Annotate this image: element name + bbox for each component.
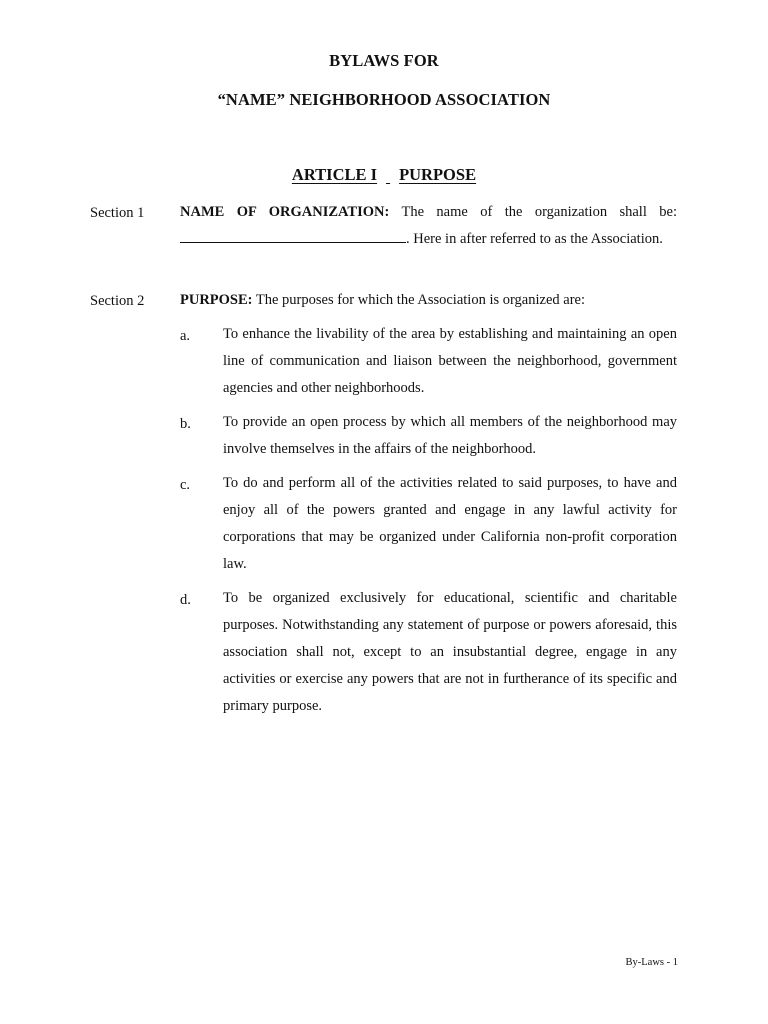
- list-item-text: To be organized exclusively for educational, scientific and charitable purposes. Notwithstanding any statement of purpose or powers aforesaid, this association shall not, except to an insubstantial degree, engage in any activities or exercise any powers that are not in furtherance of its specific and primary purpose.: [223, 590, 677, 714]
- section-2-label: Section 2: [90, 293, 145, 309]
- list-item-letter: d.: [180, 592, 191, 608]
- section-1-text-after-blank: . Here in after referred to as the Association.: [406, 231, 663, 247]
- organization-name-blank: [180, 230, 406, 243]
- section-1-text-before-blank: The name of the organization shall be:: [401, 204, 677, 220]
- article-heading: [0, 165, 768, 185]
- list-item-text: To provide an open process by which all members of the neighborhood may involve themselves in the affairs of the neighborhood.: [223, 414, 677, 457]
- document-subtitle: “NAME” NEIGHBORHOOD ASSOCIATION: [217, 90, 551, 109]
- article-heading-gap: [377, 165, 399, 185]
- list-item-text: To enhance the livability of the area by establishing and maintaining an open line of communication and liaison between the neighborhood, government agencies and other neighborhoods.: [223, 326, 677, 396]
- document-title: BYLAWS FOR: [329, 51, 439, 70]
- article-number: ARTICLE I: [291, 165, 378, 184]
- section-1-body: [180, 199, 677, 253]
- list-item-letter: b.: [180, 416, 191, 432]
- list-item-letter: c.: [180, 477, 191, 493]
- list-item-letter: a.: [180, 328, 191, 344]
- section-2-body: [180, 287, 677, 314]
- section-2-text: The purposes for which the Association is organized are:: [255, 292, 585, 308]
- section-2-heading: PURPOSE:: [180, 292, 253, 308]
- section-1-heading: NAME OF ORGANIZATION:: [180, 204, 390, 220]
- list-item-text: To do and perform all of the activities related to said purposes, to have and enjoy all of the powers granted and engage in any lawful activity for corporations that may be organized under California non-profit corporation law.: [223, 475, 677, 572]
- article-name: PURPOSE: [399, 165, 477, 184]
- section-1-label: Section 1: [90, 205, 145, 221]
- page-footer: By-Laws - 1: [625, 957, 678, 968]
